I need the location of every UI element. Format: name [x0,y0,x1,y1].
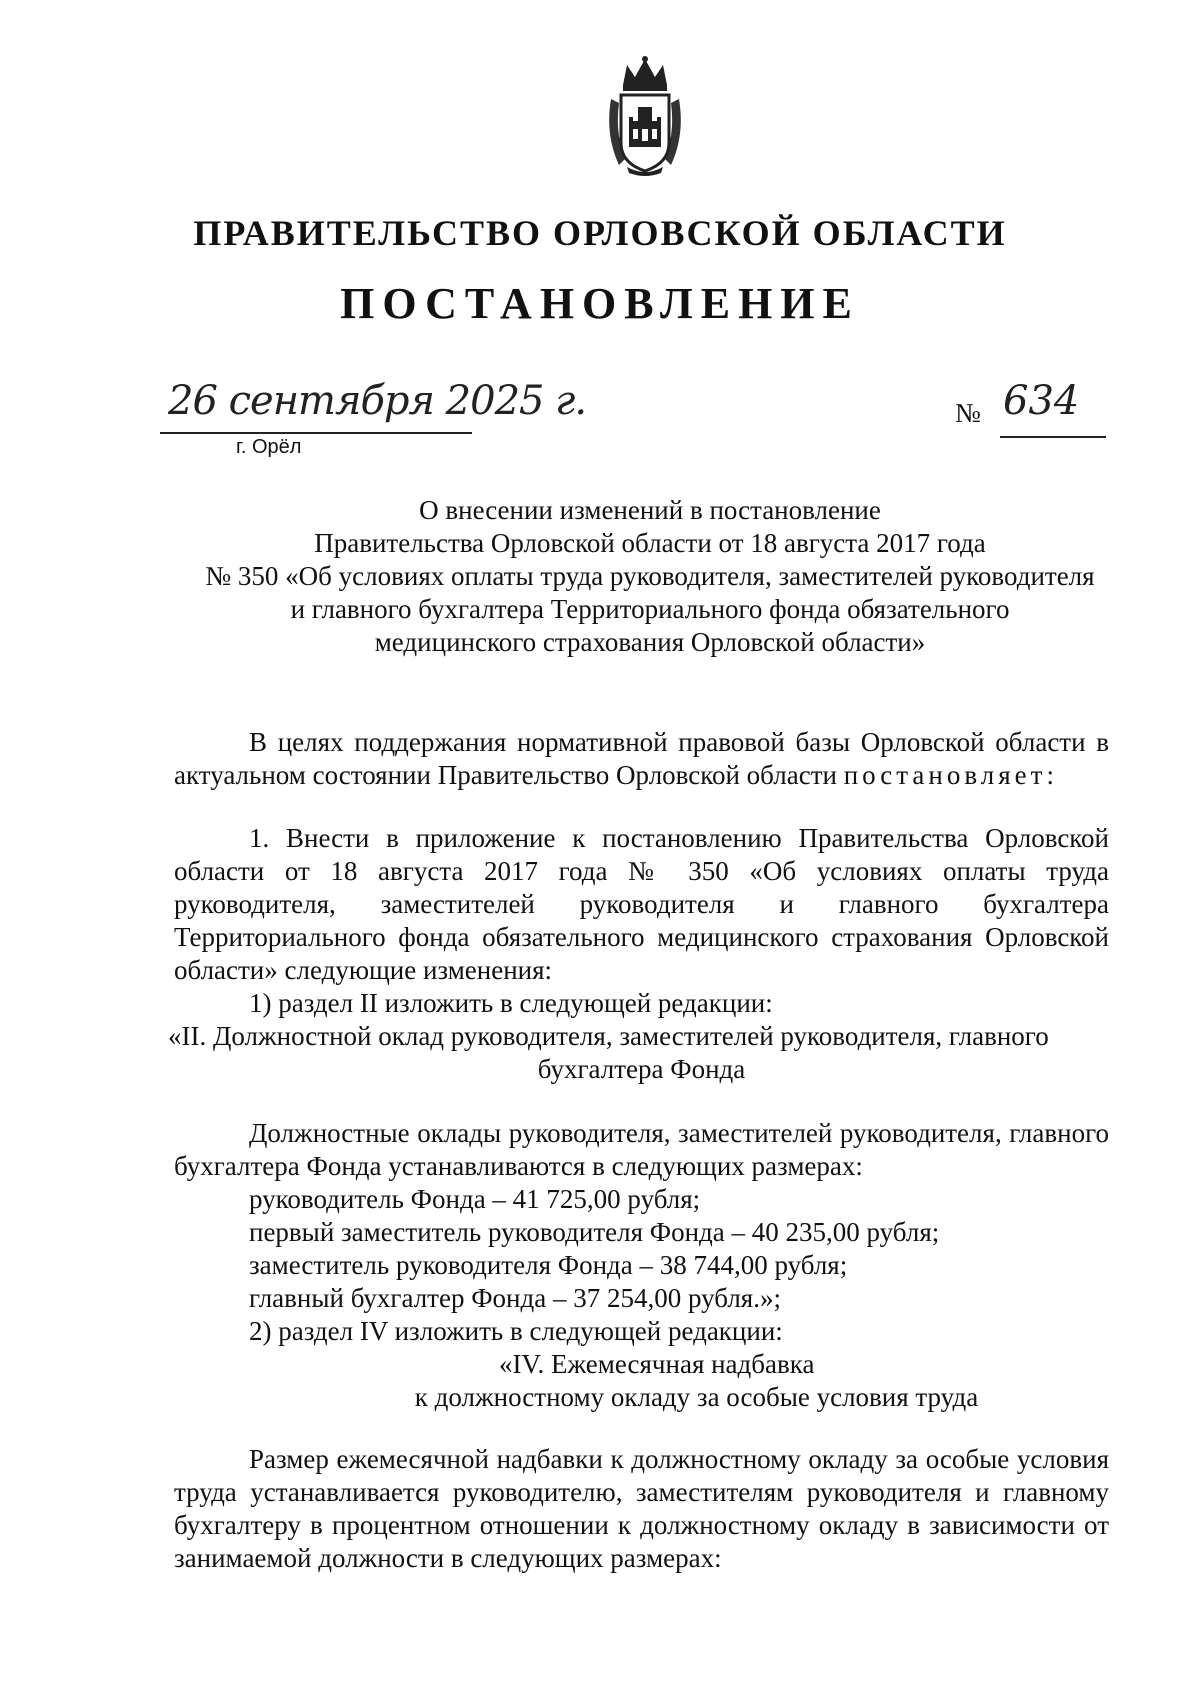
subject-line: О внесении изменений в постановление [419,495,881,525]
salary-item: главный бухгалтер Фонда – 37 254,00 рубля.»; [249,1283,781,1313]
subject-line: № 350 «Об условиях оплаты труда руководителя, заместителей руководителя [205,561,1095,591]
preamble-emphasis: постановляет [843,760,1047,790]
clause-1-text: 1. Внести в приложение к постановлению Правительства Орловской области от 18 августа 2017 года № 350 «Об условиях оплаты труда руководителя, заместителей руководителя и главного бухгалтера Территориального фонда обязательного медицинского страхования Орловской области» следующие изменения: [174,823,1109,985]
section-4-heading-line2: к должностному окладу за особые условия труда [414,1382,979,1412]
salary-item: заместитель руководителя Фонда – 38 744,00 рубля; [249,1250,848,1280]
preamble-paragraph [174,726,1109,792]
handwritten-date: 26 сентября 2025 г. [168,378,587,424]
clause-1-sub-1: 1) раздел II изложить в следующей редакции: [249,988,773,1018]
salary-item: руководитель Фонда – 41 725,00 рубля; [249,1184,701,1214]
preamble-end: : [1046,760,1054,790]
subject-line: медицинского страхования Орловской области» [374,627,926,657]
subject-line: и главного бухгалтера Территориального фонда обязательного [290,594,1010,624]
number-underline [1000,436,1106,438]
allowance-paragraph: Размер ежемесячной надбавки к должностному окладу за особые условия труда устанавливается руководителю, заместителям руководителя и главному бухгалтеру в процентном отношении к должностному окладу в зависимости от занимаемой должности в следующих размерах: [174,1444,1109,1573]
preamble-text: В целях поддержания нормативной правовой базы Орловской области в актуальном состоянии Правительство Орловской области [174,727,1109,790]
salaries-intro: Должностные оклады руководителя, заместителей руководителя, главного бухгалтера Фонда устанавливаются в следующих размерах: [174,1118,1109,1181]
section-4-heading-line1: «IV. Ежемесячная надбавка [499,1349,815,1379]
coat-of-arms-icon [605,55,685,177]
subject-line: Правительства Орловской области от 18 августа 2017 года [314,528,986,558]
salary-item: первый заместитель руководителя Фонда – 40 235,00 рубля; [249,1217,940,1247]
salaries-block [174,1117,1109,1414]
clause-1-block [168,822,1109,1086]
number-sign: № [955,398,981,428]
date-underline [160,432,472,434]
handwritten-number: 634 [1003,378,1080,424]
city-label: г. Орёл [236,436,302,458]
document-subject [170,494,1130,659]
government-name: ПРАВИТЕЛЬСТВО ОРЛОВСКОЙ ОБЛАСТИ [193,213,1007,253]
section-2-heading-line1: «II. Должностной оклад руководителя, заместителей руководителя, главного [168,1021,1049,1051]
document-type-title: ПОСТАНОВЛЕНИЕ [340,279,860,328]
section-4-heading [174,1348,1109,1414]
clause-1-sub-2: 2) раздел IV изложить в следующей редакции: [249,1316,783,1346]
section-2-heading-line2: бухгалтера Фонда [537,1054,746,1084]
